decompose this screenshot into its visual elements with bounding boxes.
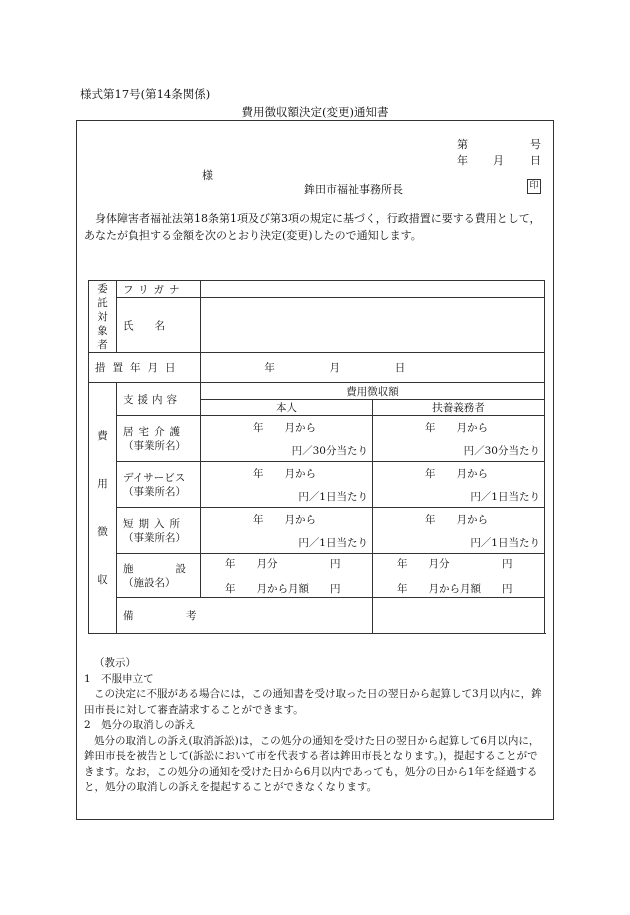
remarks-label: 備 考	[117, 598, 373, 634]
guardian-header: 扶養義務者	[373, 400, 545, 416]
notice-body: 身体障害者福祉法第18条第1項及び第3項の規定に基づく，行政措置に要する費用として，あなたが負担する金額を次のとおり決定(変更)したので通知します。	[84, 212, 541, 242]
home-care-self[interactable]: 年 月から 円／30分当たり	[201, 416, 373, 462]
day-service-label: デイサービス （事業所名）	[117, 462, 201, 508]
furigana-field[interactable]	[201, 281, 545, 298]
facility-guardian[interactable]: 年 月分 円 年 月から月額 円	[373, 554, 545, 598]
date-day: 日	[530, 154, 541, 167]
self-header: 本人	[201, 400, 373, 416]
cost-label: 費用徴収	[89, 383, 117, 634]
target-label: 委託対象者	[89, 281, 117, 353]
fee-table	[88, 280, 545, 634]
form-id: 様式第17号(第14条関係)	[80, 87, 211, 101]
facility-self[interactable]: 年 月分 円 年 月から月額 円	[201, 554, 373, 598]
sender-name: 鉾田市福祉事務所長	[304, 183, 403, 196]
facility-label: 施 設 （施設名）	[117, 554, 201, 598]
date-month: 月	[493, 154, 504, 167]
note-2-title: 2 処分の取消しの訴え	[84, 719, 196, 731]
measure-month: 月	[329, 362, 341, 374]
note-1-text: この決定に不服がある場合には，この通知書を受け取った日の翌日から起算して3月以内に，鉾田市長に対して審査請求することができます。	[84, 688, 542, 716]
short-stay-self[interactable]: 年 月から 円／1日当たり	[201, 508, 373, 554]
short-stay-guardian[interactable]: 年 月から 円／1日当たり	[373, 508, 545, 554]
home-care-guardian[interactable]: 年 月から 円／30分当たり	[373, 416, 545, 462]
measure-date-label: 措置年月日	[89, 353, 201, 383]
measure-year: 年	[264, 362, 275, 374]
name-label: 氏 名	[117, 298, 201, 353]
number-suffix: 号	[530, 138, 541, 151]
home-care-label: 居宅介護 （事業所名）	[117, 416, 201, 462]
document-title: 費用徴収額決定(変更)通知書	[241, 105, 389, 119]
furigana-label: フリガナ	[117, 281, 201, 298]
name-field[interactable]	[201, 298, 545, 353]
date-year: 年	[457, 154, 468, 167]
note-1-title: 1 不服申立て	[84, 672, 154, 685]
addressee-suffix: 様	[202, 169, 213, 182]
instructions	[84, 656, 548, 796]
short-stay-label: 短期入所 （事業所名）	[117, 508, 201, 554]
remarks-field[interactable]	[373, 598, 545, 634]
day-service-self[interactable]: 年 月から 円／1日当たり	[201, 462, 373, 508]
note-2-text: 処分の取消しの訴え(取消訴訟)は，この処分の通知を受けた日の翌日から起算して6月以内に，鉾田市長を被告として(訴訟において市を代表する者は鉾田市長となります。)，提起することができます。なお，この処分の通知を受けた日から6月以内であっても，処分の日から1年を経過すると，処分の取消しの訴えを提起することができなくなります。	[84, 734, 540, 793]
seal-stamp: 印	[527, 179, 541, 194]
instructions-head: （教示）	[94, 657, 136, 669]
support-label: 支援内容	[117, 383, 201, 416]
measure-date-field[interactable]	[201, 353, 545, 383]
cost-amount-header: 費用徴収額	[201, 383, 545, 400]
measure-day: 日	[394, 362, 406, 374]
number-label: 第	[457, 138, 468, 151]
day-service-guardian[interactable]: 年 月から 円／1日当たり	[373, 462, 545, 508]
